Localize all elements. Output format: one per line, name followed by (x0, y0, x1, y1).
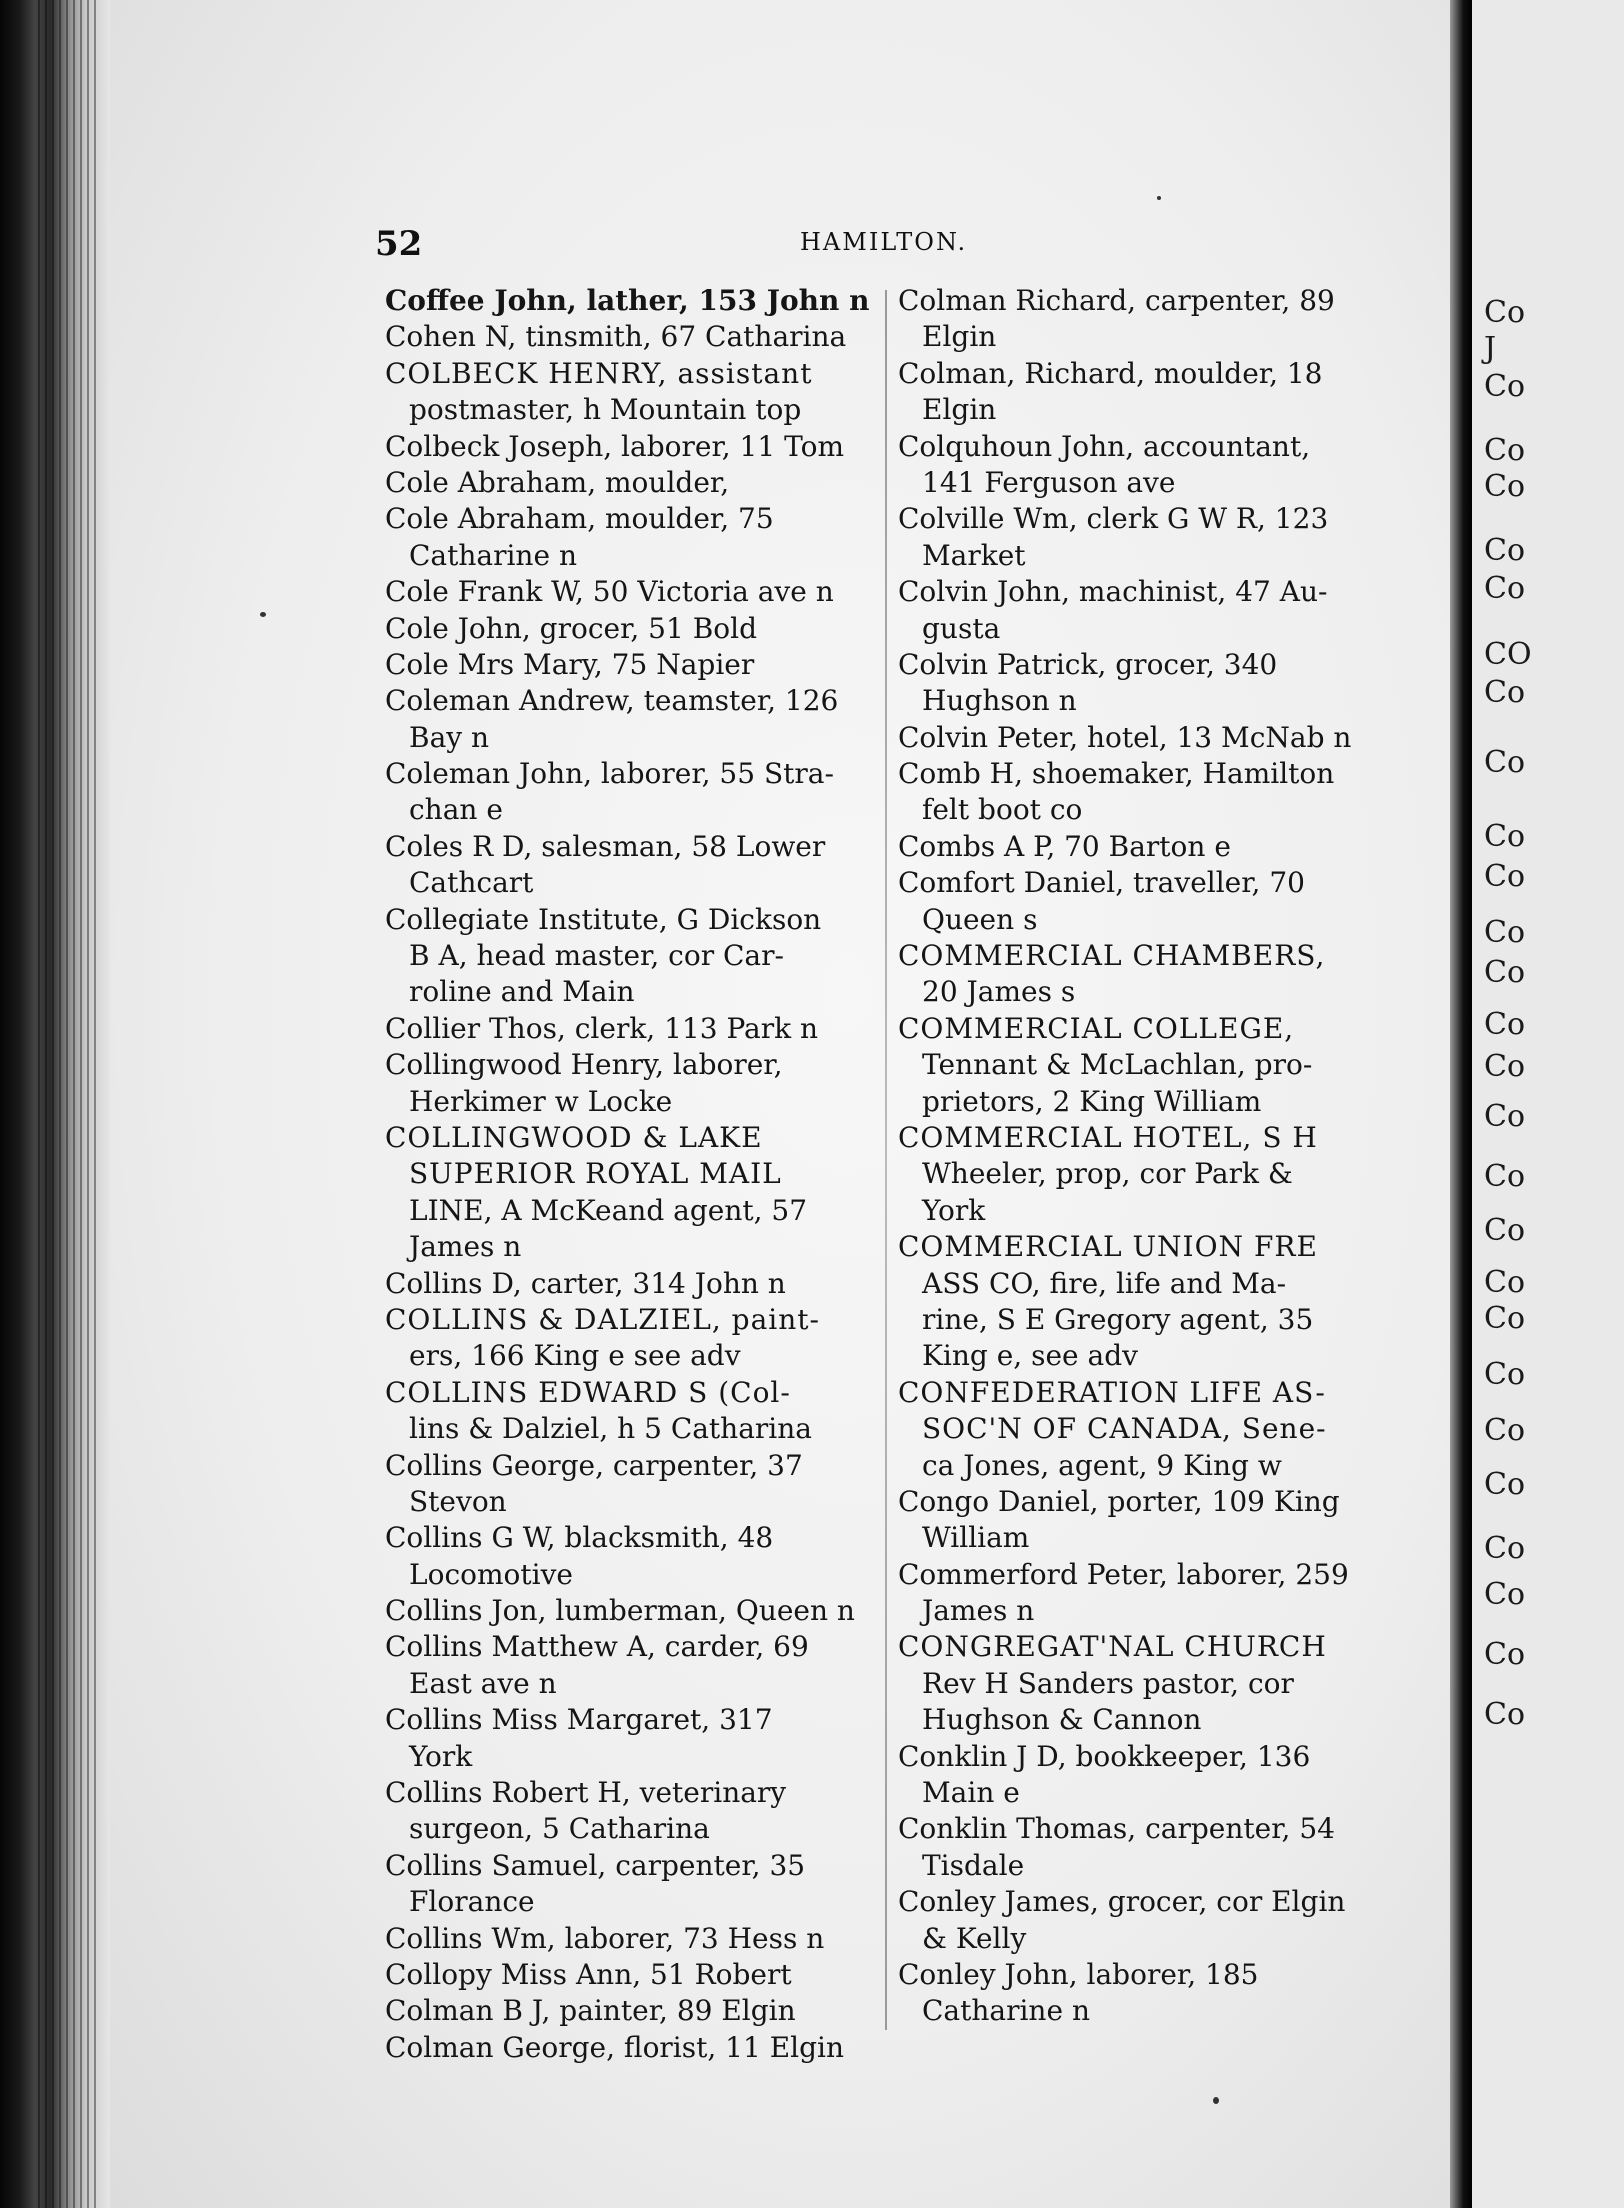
directory-entry: Coleman John, laborer, 55 Stra- (385, 757, 834, 791)
directory-entry: COLLINS & DALZIEL, paint- (385, 1302, 820, 1336)
next-page-entry-fragment: Co (1484, 1467, 1526, 1502)
next-page-entry-fragment: Co (1484, 1301, 1526, 1336)
directory-entry-continuation: 20 James s (922, 975, 1076, 1009)
directory-entry-continuation: Herkimer w Locke (409, 1084, 673, 1118)
directory-entry: Commerford Peter, laborer, 259 (898, 1557, 1349, 1591)
next-page-entry-fragment: Co (1484, 955, 1526, 990)
directory-entry: Colvin Patrick, grocer, 340 (898, 647, 1278, 681)
directory-entry: Colvin John, machinist, 47 Au- (898, 575, 1328, 609)
next-page-entry-fragment: CO (1484, 637, 1532, 672)
directory-entry: Cole Frank W, 50 Victoria ave n (385, 575, 834, 609)
directory-entry-continuation: SOC'N OF CANADA, Sene- (922, 1412, 1327, 1446)
directory-entry: Conley John, laborer, 185 (898, 1957, 1259, 1991)
next-page-entry-fragment: Co (1484, 469, 1526, 504)
directory-entry: Cole Abraham, moulder, 75 (385, 502, 774, 536)
next-page-entry-fragment: Co (1484, 1099, 1526, 1134)
directory-entry: COMMERCIAL CHAMBERS, (898, 939, 1326, 973)
directory-entry-continuation: lins & Dalziel, h 5 Catharina (409, 1412, 812, 1446)
left-column (385, 283, 885, 2066)
directory-entry-continuation: SUPERIOR ROYAL MAIL (409, 1157, 782, 1191)
directory-entry-continuation: rine, S E Gregory agent, 35 (922, 1302, 1314, 1336)
directory-entry-continuation: Catharine n (409, 538, 577, 572)
next-page-entry-fragment: Co (1484, 1413, 1526, 1448)
directory-entry-continuation: William (922, 1521, 1030, 1555)
directory-entry: Cole Abraham, moulder, (385, 465, 730, 499)
directory-entry: Comfort Daniel, traveller, 70 (898, 866, 1305, 900)
right-column (898, 283, 1384, 2030)
directory-entry: COMMERCIAL HOTEL, S H (898, 1120, 1318, 1154)
directory-entry-continuation: gusta (922, 611, 1001, 645)
next-page-entry-fragment: Co (1484, 1531, 1526, 1566)
directory-entry: COMMERCIAL COLLEGE, (898, 1011, 1295, 1045)
directory-entry: Collins Wm, laborer, 73 Hess n (385, 1921, 825, 1955)
directory-entry-continuation: Catharine n (922, 1994, 1090, 2028)
directory-entry: Colman George, florist, 11 Elgin (385, 2030, 845, 2064)
next-page-entry-fragment: Co (1484, 1697, 1526, 1732)
directory-entry-continuation: James n (409, 1230, 522, 1264)
directory-entry: Collegiate Institute, G Dickson (385, 902, 822, 936)
ink-speck (260, 612, 266, 617)
next-page-entry-fragment: J (1484, 331, 1497, 366)
directory-entry-continuation: Tennant & McLachlan, pro- (922, 1048, 1313, 1082)
running-head: HAMILTON. (800, 228, 968, 256)
directory-entry: Colman, Richard, moulder, 18 (898, 356, 1323, 390)
directory-entry: Conklin Thomas, carpenter, 54 (898, 1812, 1335, 1846)
directory-entry: Collins Miss Margaret, 317 (385, 1703, 773, 1737)
next-page-entry-fragment: Co (1484, 571, 1526, 606)
directory-entry-continuation: King e, see adv (922, 1339, 1138, 1373)
directory-entry: Combs A P, 70 Barton e (898, 829, 1231, 863)
next-page-entry-fragment: Co (1484, 745, 1526, 780)
directory-entry-continuation: Stevon (409, 1484, 507, 1518)
next-page-entry-fragment: Co (1484, 1357, 1526, 1392)
page-gutter (1450, 0, 1472, 2208)
next-page-entry-fragment: Co (1484, 369, 1526, 404)
directory-entry: Collopy Miss Ann, 51 Robert (385, 1957, 792, 1991)
directory-entry-continuation: Locomotive (409, 1557, 573, 1591)
directory-entry: CONGREGAT'NAL CHURCH (898, 1630, 1327, 1664)
directory-entry-continuation: ASS CO, fire, life and Ma- (922, 1266, 1287, 1300)
directory-entry: Collins Samuel, carpenter, 35 (385, 1848, 806, 1882)
directory-entry: Conley James, grocer, cor Elgin (898, 1885, 1346, 1919)
directory-entry-continuation: Bay n (409, 720, 490, 754)
directory-entry: Collingwood Henry, laborer, (385, 1048, 783, 1082)
directory-entry-continuation: ca Jones, agent, 9 King w (922, 1448, 1282, 1482)
directory-entry-continuation: surgeon, 5 Catharina (409, 1812, 710, 1846)
directory-entry-continuation: roline and Main (409, 975, 635, 1009)
next-page-entry-fragment: Co (1484, 675, 1526, 710)
ink-speck (1157, 196, 1161, 200)
next-page-entry-fragment: Co (1484, 859, 1526, 894)
directory-entry-continuation: & Kelly (922, 1921, 1027, 1955)
next-page-entry-fragment: Co (1484, 1577, 1526, 1612)
directory-entry: Collins G W, blacksmith, 48 (385, 1521, 774, 1555)
next-page-edge (1472, 0, 1624, 2208)
next-page-entry-fragment: Co (1484, 295, 1526, 330)
ink-speck (1213, 2097, 1219, 2104)
directory-entry-continuation: Wheeler, prop, cor Park & (922, 1157, 1293, 1191)
directory-entry: Coleman Andrew, teamster, 126 (385, 684, 839, 718)
column-divider (885, 290, 887, 2030)
next-page-entry-fragment: Co (1484, 433, 1526, 468)
directory-entry-continuation: postmaster, h Mountain top (409, 393, 802, 427)
directory-entry-continuation: Market (922, 538, 1026, 572)
directory-entry-continuation: prietors, 2 King William (922, 1084, 1262, 1118)
directory-entry: Colquhoun John, accountant, (898, 429, 1311, 463)
next-page-entry-fragment: Co (1484, 1007, 1526, 1042)
directory-entry: Collins Jon, lumberman, Queen n (385, 1594, 855, 1628)
next-page-entry-fragment: Co (1484, 1213, 1526, 1248)
directory-entry-continuation: Rev H Sanders pastor, cor (922, 1666, 1294, 1700)
directory-entry: Congo Daniel, porter, 109 King (898, 1484, 1340, 1518)
directory-entry: Collier Thos, clerk, 113 Park n (385, 1011, 819, 1045)
directory-entry: CONFEDERATION LIFE AS- (898, 1375, 1326, 1409)
directory-entry-continuation: York (922, 1193, 986, 1227)
directory-entry: Cole John, grocer, 51 Bold (385, 611, 758, 645)
next-page-entry-fragment: Co (1484, 915, 1526, 950)
directory-entry: Cohen N, tinsmith, 67 Catharina (385, 320, 847, 354)
page-number: 52 (375, 224, 423, 264)
book-binding (0, 0, 110, 2208)
directory-entry-continuation: 141 Ferguson ave (922, 465, 1176, 499)
directory-entry-continuation: Elgin (922, 393, 997, 427)
directory-entry-continuation: York (409, 1739, 473, 1773)
directory-entry: Colville Wm, clerk G W R, 123 (898, 502, 1329, 536)
directory-entry: Collins Matthew A, carder, 69 (385, 1630, 809, 1664)
directory-entry-continuation: Elgin (922, 320, 997, 354)
binding-edge-lines (38, 0, 98, 2208)
directory-entry: Colman B J, painter, 89 Elgin (385, 1994, 796, 2028)
directory-entry-continuation: Hughson & Cannon (922, 1703, 1202, 1737)
next-page-entry-fragment: Co (1484, 1637, 1526, 1672)
directory-entry: Colvin Peter, hotel, 13 McNab n (898, 720, 1352, 754)
directory-entry: COLLINS EDWARD S (Col- (385, 1375, 791, 1409)
directory-entry-continuation: Tisdale (922, 1848, 1025, 1882)
directory-entry-continuation: East ave n (409, 1666, 557, 1700)
directory-entry-continuation: Queen s (922, 902, 1038, 936)
directory-entry-continuation: James n (922, 1594, 1035, 1628)
directory-entry-continuation: Cathcart (409, 866, 534, 900)
directory-entry: Comb H, shoemaker, Hamilton (898, 757, 1335, 791)
directory-entry: COLBECK HENRY, assistant (385, 356, 813, 390)
directory-entry: Cole Mrs Mary, 75 Napier (385, 647, 755, 681)
directory-entry: Colbeck Joseph, laborer, 11 Tom (385, 429, 844, 463)
directory-entry: Conklin J D, bookkeeper, 136 (898, 1739, 1311, 1773)
next-page-entry-fragment: Co (1484, 819, 1526, 854)
directory-entry-continuation: felt boot co (922, 793, 1083, 827)
next-page-entry-fragment: Co (1484, 1159, 1526, 1194)
next-page-entry-fragment: Co (1484, 1265, 1526, 1300)
directory-entry: COLLINGWOOD & LAKE (385, 1120, 763, 1154)
directory-entry: Coffee John, lather, 153 John n (385, 284, 870, 317)
directory-entry-continuation: LINE, A McKeand agent, 57 (409, 1193, 808, 1227)
directory-entry: Collins George, carpenter, 37 (385, 1448, 803, 1482)
directory-entry-continuation: chan e (409, 793, 503, 827)
directory-entry-continuation: B A, head master, cor Car- (409, 939, 784, 973)
directory-entry-continuation: Hughson n (922, 684, 1077, 718)
directory-entry-continuation: Florance (409, 1885, 535, 1919)
directory-entry: Collins D, carter, 314 John n (385, 1266, 786, 1300)
directory-entry: Collins Robert H, veterinary (385, 1776, 787, 1810)
directory-entry: COMMERCIAL UNION FRE (898, 1230, 1318, 1264)
directory-entry: Colman Richard, carpenter, 89 (898, 284, 1335, 317)
directory-entry: Coles R D, salesman, 58 Lower (385, 829, 826, 863)
directory-entry-continuation: ers, 166 King e see adv (409, 1339, 741, 1373)
directory-entry-continuation: Main e (922, 1776, 1020, 1810)
next-page-entry-fragment: Co (1484, 1049, 1526, 1084)
next-page-entry-fragment: Co (1484, 533, 1526, 568)
